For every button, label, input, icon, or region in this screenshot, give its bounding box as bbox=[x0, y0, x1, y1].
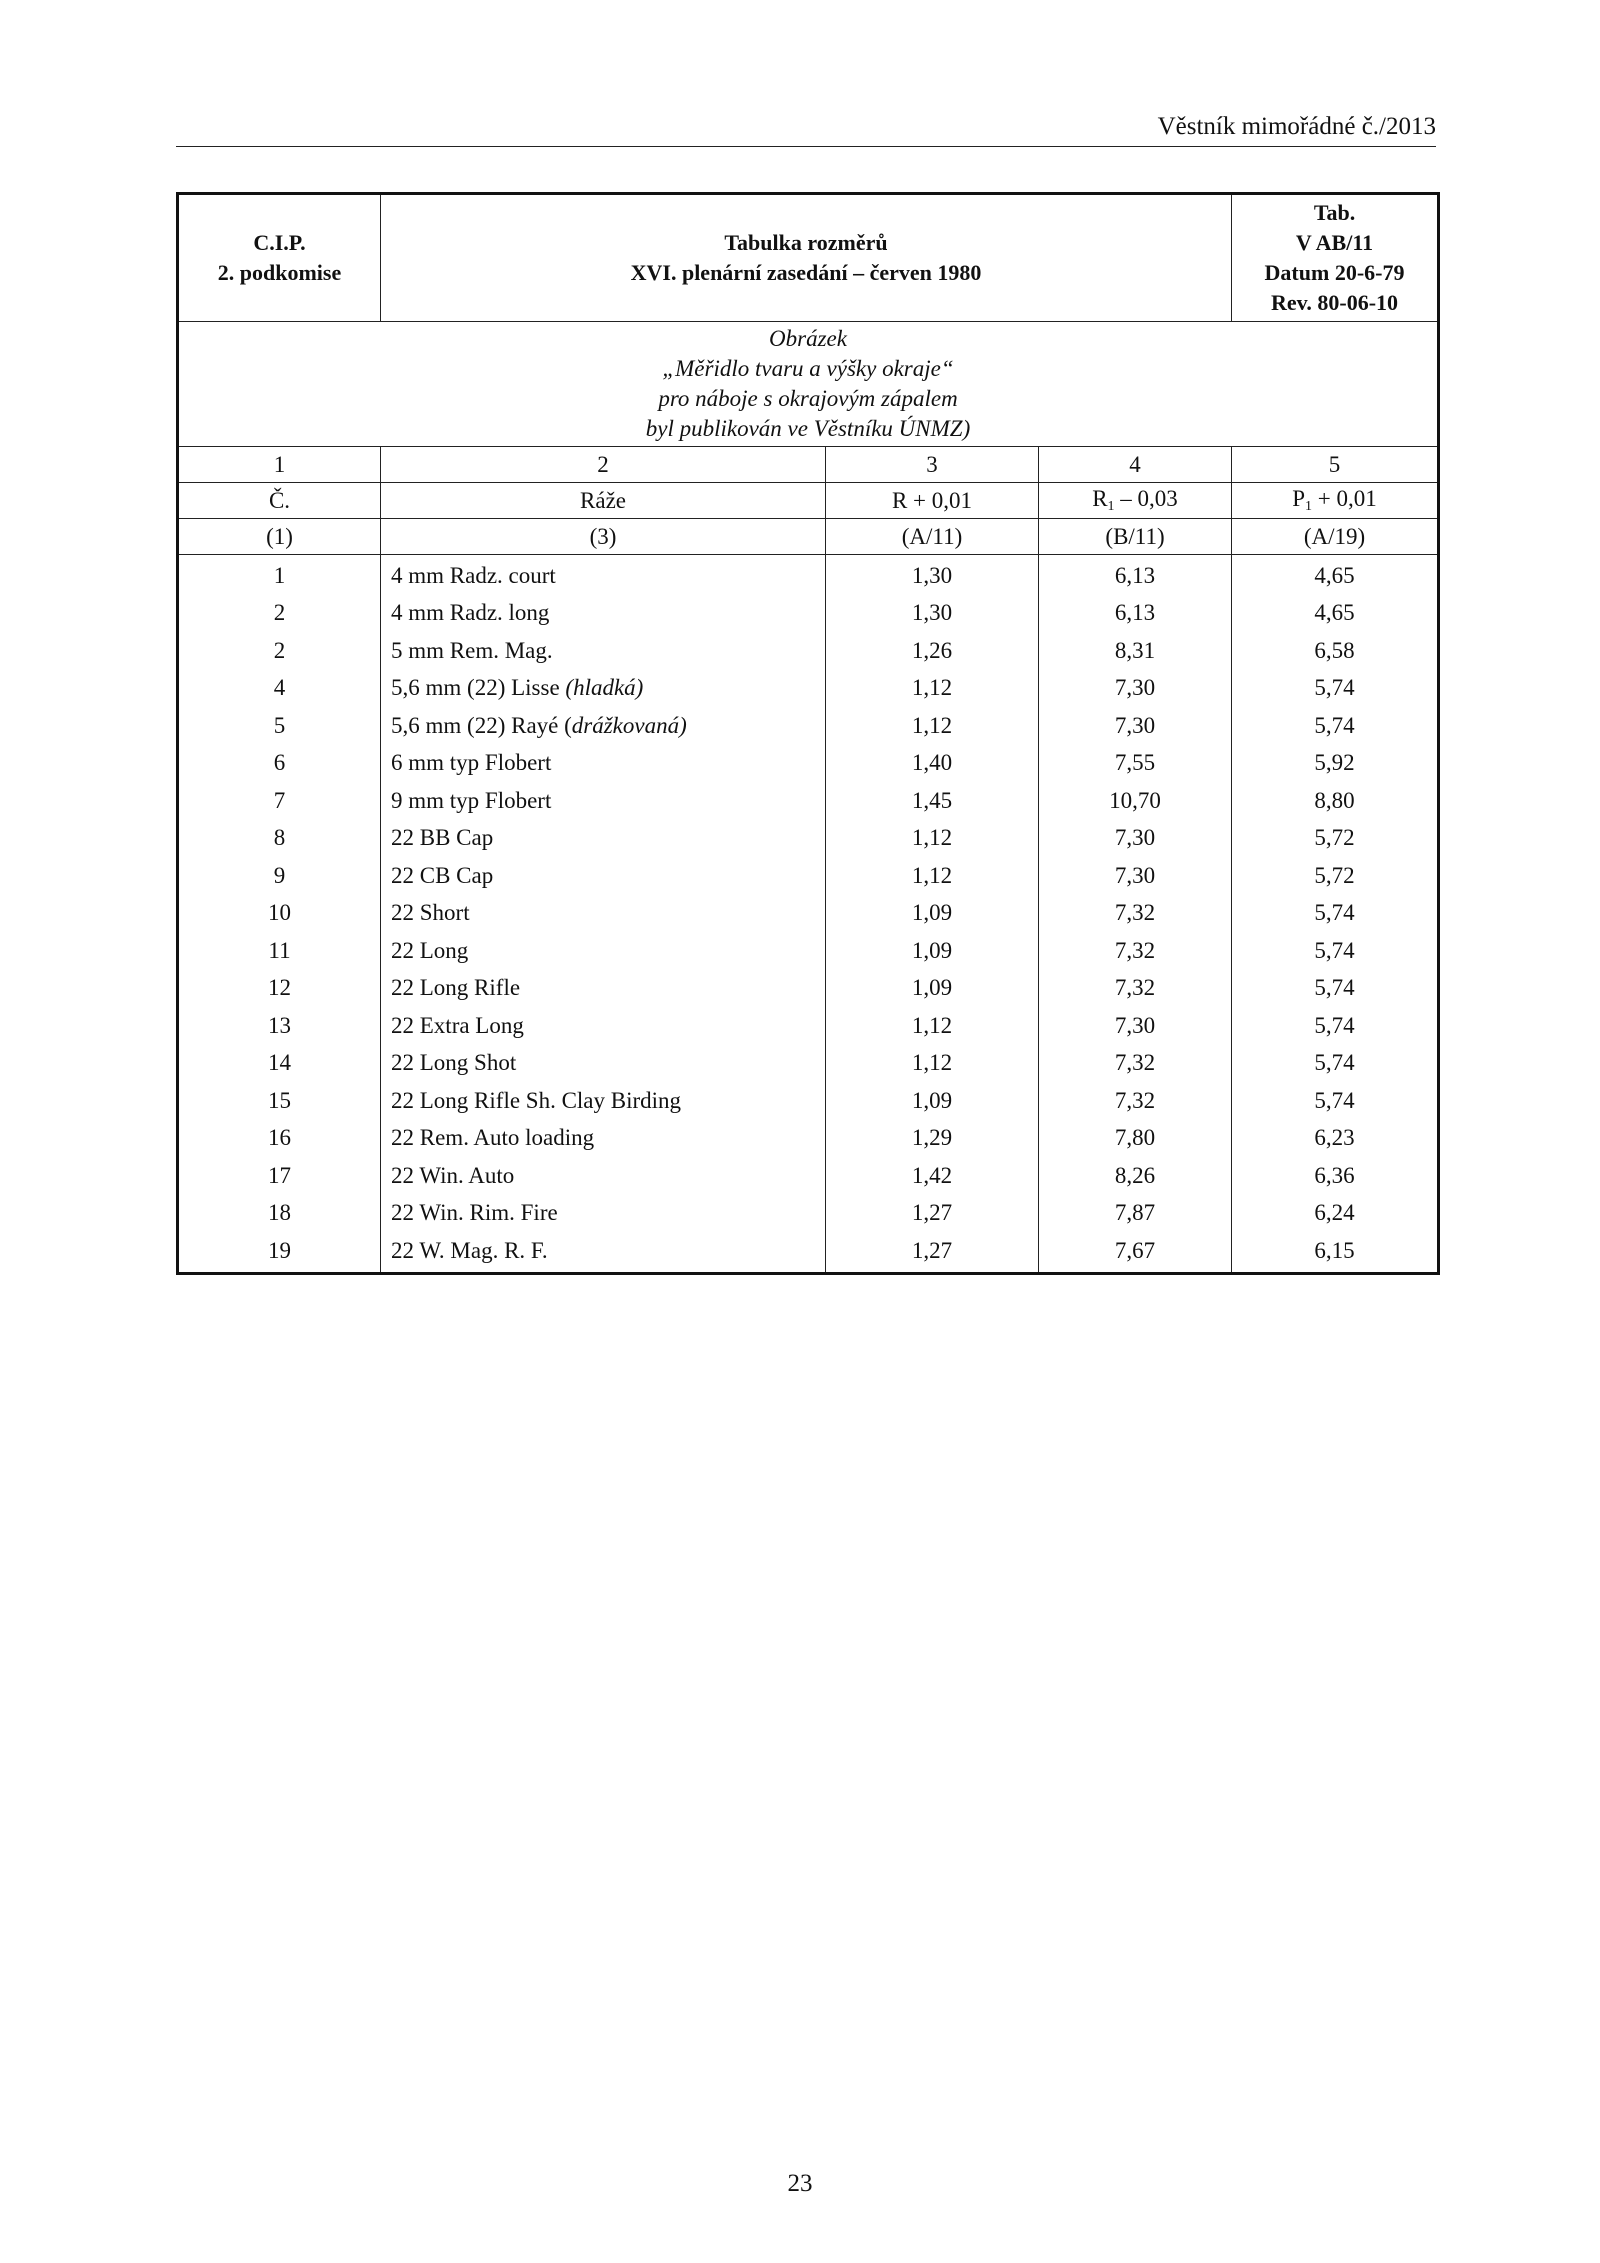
cell-no: 2 bbox=[178, 632, 381, 670]
cell-no: 19 bbox=[178, 1232, 381, 1273]
cell-r1: 7,32 bbox=[1039, 932, 1232, 970]
cell-r: 1,12 bbox=[826, 820, 1039, 858]
column-number: 1 bbox=[178, 447, 381, 483]
column-label: $P_1 + 0,01$ bbox=[1232, 483, 1439, 519]
table-header-row bbox=[178, 194, 1439, 322]
cell-p1: 4,65 bbox=[1232, 555, 1439, 595]
cell-no: 9 bbox=[178, 857, 381, 895]
cell-p1: 8,80 bbox=[1232, 782, 1439, 820]
cell-p1: 6,58 bbox=[1232, 632, 1439, 670]
cell-caliber: 5,6 mm (22) Lisse (hladká) bbox=[381, 670, 826, 708]
table-row bbox=[178, 745, 1439, 783]
table-row bbox=[178, 895, 1439, 933]
table-row bbox=[178, 1082, 1439, 1120]
cell-p1: 4,65 bbox=[1232, 595, 1439, 633]
cell-r: 1,09 bbox=[826, 1082, 1039, 1120]
cell-r: 1,45 bbox=[826, 782, 1039, 820]
cell-r1: 8,31 bbox=[1039, 632, 1232, 670]
page-number: 23 bbox=[787, 2170, 813, 2197]
cell-r1: 7,30 bbox=[1039, 820, 1232, 858]
cell-no: 11 bbox=[178, 932, 381, 970]
cell-caliber: 22 Win. Rim. Fire bbox=[381, 1195, 826, 1233]
cell-caliber: 22 W. Mag. R. F. bbox=[381, 1232, 826, 1273]
header-center: Tabulka rozměrů XVI. plenární zasedání – červen 1980 bbox=[381, 194, 1232, 322]
cell-r: 1,42 bbox=[826, 1157, 1039, 1195]
cell-r1: 7,30 bbox=[1039, 707, 1232, 745]
cell-r1: 7,32 bbox=[1039, 1045, 1232, 1083]
cell-caliber: 22 Long bbox=[381, 932, 826, 970]
table-row bbox=[178, 555, 1439, 595]
cell-r: 1,26 bbox=[826, 632, 1039, 670]
cell-r1: 7,80 bbox=[1039, 1120, 1232, 1158]
cell-r: 1,12 bbox=[826, 857, 1039, 895]
cell-r1: 7,32 bbox=[1039, 895, 1232, 933]
cell-r: 1,30 bbox=[826, 555, 1039, 595]
figure-note-row bbox=[178, 322, 1439, 447]
cell-p1: 6,24 bbox=[1232, 1195, 1439, 1233]
cell-r: 1,09 bbox=[826, 932, 1039, 970]
cell-caliber: 22 Win. Auto bbox=[381, 1157, 826, 1195]
cell-r: 1,12 bbox=[826, 1045, 1039, 1083]
cell-p1: 5,74 bbox=[1232, 932, 1439, 970]
table-row bbox=[178, 1157, 1439, 1195]
cell-r: 1,29 bbox=[826, 1120, 1039, 1158]
cell-p1: 5,74 bbox=[1232, 1082, 1439, 1120]
header-right: Tab. V AB/11 Datum 20-6-79 Rev. 80-06-10 bbox=[1232, 194, 1439, 322]
cell-no: 1 bbox=[178, 555, 381, 595]
cell-caliber: 6 mm typ Flobert bbox=[381, 745, 826, 783]
cell-no: 12 bbox=[178, 970, 381, 1008]
cell-p1: 5,72 bbox=[1232, 820, 1439, 858]
table-row bbox=[178, 970, 1439, 1008]
cell-p1: 5,74 bbox=[1232, 1007, 1439, 1045]
cell-no: 7 bbox=[178, 782, 381, 820]
column-label: Ráže bbox=[381, 483, 826, 519]
table-row bbox=[178, 670, 1439, 708]
cell-p1: 5,74 bbox=[1232, 895, 1439, 933]
cell-caliber: 4 mm Radz. long bbox=[381, 595, 826, 633]
dimensions-table bbox=[176, 192, 1440, 1275]
cell-p1: 5,74 bbox=[1232, 670, 1439, 708]
cell-caliber: 4 mm Radz. court bbox=[381, 555, 826, 595]
cell-r1: 7,32 bbox=[1039, 1082, 1232, 1120]
table-row bbox=[178, 1232, 1439, 1273]
cell-no: 2 bbox=[178, 595, 381, 633]
cell-r: 1,12 bbox=[826, 670, 1039, 708]
cell-p1: 6,23 bbox=[1232, 1120, 1439, 1158]
cell-r1: 7,55 bbox=[1039, 745, 1232, 783]
cell-no: 10 bbox=[178, 895, 381, 933]
cell-no: 17 bbox=[178, 1157, 381, 1195]
cell-no: 16 bbox=[178, 1120, 381, 1158]
table-row bbox=[178, 820, 1439, 858]
table-row bbox=[178, 1120, 1439, 1158]
cell-no: 18 bbox=[178, 1195, 381, 1233]
cell-caliber: 22 Rem. Auto loading bbox=[381, 1120, 826, 1158]
column-ref: (A/11) bbox=[826, 519, 1039, 555]
column-number: 4 bbox=[1039, 447, 1232, 483]
cell-caliber: 22 CB Cap bbox=[381, 857, 826, 895]
cell-caliber: 22 Short bbox=[381, 895, 826, 933]
figure-note: Obrázek „Měřidlo tvaru a výšky okraje“ pro náboje s okrajovým zápalem byl publikován ve Věstníku ÚNMZ) bbox=[178, 322, 1439, 447]
data-body bbox=[178, 555, 1439, 1274]
cell-caliber: 22 Long Rifle bbox=[381, 970, 826, 1008]
cell-caliber: 22 BB Cap bbox=[381, 820, 826, 858]
cell-caliber: 5,6 mm (22) Rayé (drážkovaná) bbox=[381, 707, 826, 745]
column-label: $R_1 - 0,03$ bbox=[1039, 483, 1232, 519]
cell-r: 1,40 bbox=[826, 745, 1039, 783]
cell-p1: 5,74 bbox=[1232, 1045, 1439, 1083]
cell-r: 1,09 bbox=[826, 895, 1039, 933]
column-label-row bbox=[178, 483, 1439, 519]
cell-no: 8 bbox=[178, 820, 381, 858]
header-left: C.I.P. 2. podkomise bbox=[178, 194, 381, 322]
cell-no: 14 bbox=[178, 1045, 381, 1083]
table-row bbox=[178, 1045, 1439, 1083]
column-ref-row bbox=[178, 519, 1439, 555]
cell-no: 15 bbox=[178, 1082, 381, 1120]
column-label: R + 0,01 bbox=[826, 483, 1039, 519]
cell-caliber: 22 Extra Long bbox=[381, 1007, 826, 1045]
table-row bbox=[178, 932, 1439, 970]
cell-caliber: 22 Long Shot bbox=[381, 1045, 826, 1083]
column-number-row bbox=[178, 447, 1439, 483]
cell-r1: 8,26 bbox=[1039, 1157, 1232, 1195]
cell-caliber: 22 Long Rifle Sh. Clay Birding bbox=[381, 1082, 826, 1120]
table-row bbox=[178, 782, 1439, 820]
table-row bbox=[178, 1195, 1439, 1233]
cell-r: 1,12 bbox=[826, 1007, 1039, 1045]
column-number: 5 bbox=[1232, 447, 1439, 483]
cell-p1: 5,72 bbox=[1232, 857, 1439, 895]
cell-r: 1,12 bbox=[826, 707, 1039, 745]
cell-no: 13 bbox=[178, 1007, 381, 1045]
running-header: Věstník mimořádné č./2013 bbox=[176, 112, 1436, 147]
cell-r1: 6,13 bbox=[1039, 595, 1232, 633]
column-ref: (B/11) bbox=[1039, 519, 1232, 555]
column-number: 2 bbox=[381, 447, 826, 483]
cell-r1: 6,13 bbox=[1039, 555, 1232, 595]
column-ref: (1) bbox=[178, 519, 381, 555]
cell-p1: 6,15 bbox=[1232, 1232, 1439, 1273]
cell-r1: 10,70 bbox=[1039, 782, 1232, 820]
cell-p1: 5,92 bbox=[1232, 745, 1439, 783]
table-row bbox=[178, 595, 1439, 633]
cell-r1: 7,30 bbox=[1039, 670, 1232, 708]
cell-r1: 7,32 bbox=[1039, 970, 1232, 1008]
cell-r1: 7,67 bbox=[1039, 1232, 1232, 1273]
table-row bbox=[178, 857, 1439, 895]
cell-caliber: 9 mm typ Flobert bbox=[381, 782, 826, 820]
column-ref: (A/19) bbox=[1232, 519, 1439, 555]
cell-no: 4 bbox=[178, 670, 381, 708]
cell-r1: 7,30 bbox=[1039, 857, 1232, 895]
cell-r1: 7,87 bbox=[1039, 1195, 1232, 1233]
cell-p1: 5,74 bbox=[1232, 707, 1439, 745]
cell-no: 5 bbox=[178, 707, 381, 745]
table-row bbox=[178, 632, 1439, 670]
cell-r: 1,30 bbox=[826, 595, 1039, 633]
cell-r: 1,27 bbox=[826, 1232, 1039, 1273]
column-number: 3 bbox=[826, 447, 1039, 483]
cell-r: 1,09 bbox=[826, 970, 1039, 1008]
column-ref: (3) bbox=[381, 519, 826, 555]
table-row bbox=[178, 1007, 1439, 1045]
cell-caliber: 5 mm Rem. Mag. bbox=[381, 632, 826, 670]
cell-no: 6 bbox=[178, 745, 381, 783]
column-label: Č. bbox=[178, 483, 381, 519]
cell-r: 1,27 bbox=[826, 1195, 1039, 1233]
table-row bbox=[178, 707, 1439, 745]
cell-p1: 6,36 bbox=[1232, 1157, 1439, 1195]
cell-r1: 7,30 bbox=[1039, 1007, 1232, 1045]
cell-p1: 5,74 bbox=[1232, 970, 1439, 1008]
